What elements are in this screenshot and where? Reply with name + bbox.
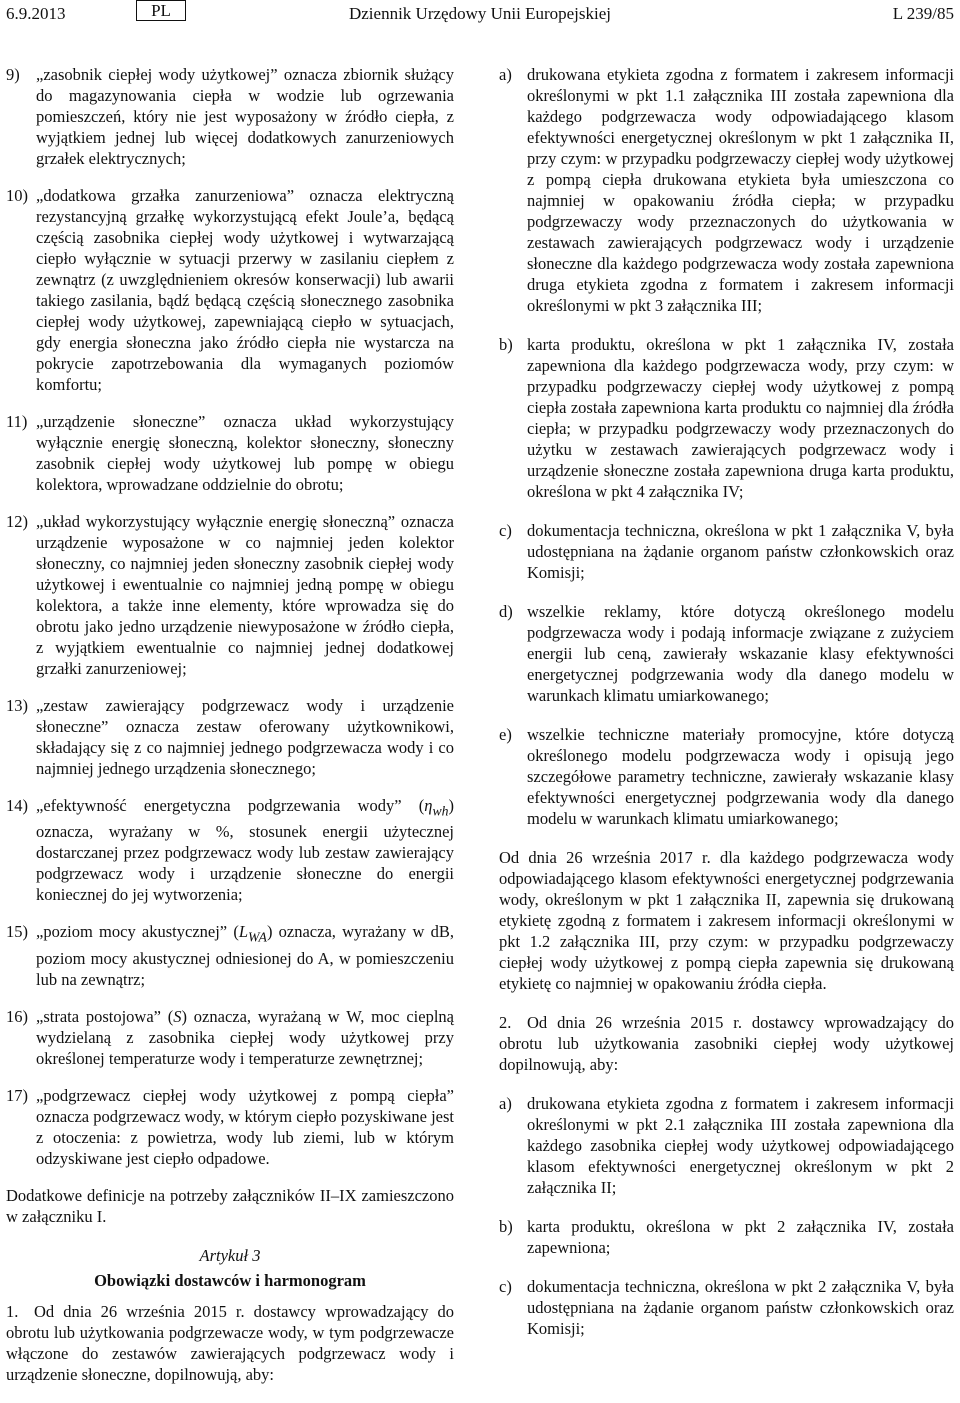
list-text: dokumentacja techniczna, określona w pkt 2 załącznika V, była udostępniana na żądanie organom państw członkowskich oraz Komisji; bbox=[527, 1277, 954, 1338]
list-letter: a) bbox=[499, 65, 512, 84]
paragraph-number: 2. bbox=[499, 1013, 512, 1032]
symbol: η bbox=[424, 796, 433, 815]
definition-item bbox=[6, 1085, 454, 1169]
definition-text: „zestaw zawierający podgrzewacz wody i urządzenie słoneczne” oznacza zestaw oferowany użytkownikowi, składający się z co najmniej jednego podgrzewacza wody i co najmniej jednego urządzenia słonecznego; bbox=[36, 696, 454, 778]
numbered-paragraph bbox=[6, 1301, 454, 1385]
definition-text-after: ) oznacza, wyrażaną w W, moc cieplną wydzielaną z zasobnika ciepłej wody użytkowej przy określonej temperaturze wody i temperaturze zewnętrznej; bbox=[36, 1006, 454, 1068]
paragraph-text: Od dnia 26 września 2015 r. dostawcy wprowadzający do obrotu lub użytkowania podgrzewacze wody, w tym podgrzewacze włączone do zestawów zawierających podgrzewacz wody i urządzenie słoneczne, dopilnowują, aby: bbox=[6, 1301, 454, 1384]
definition-text bbox=[36, 1006, 454, 1069]
list-item bbox=[499, 1093, 954, 1198]
list-item bbox=[499, 334, 954, 502]
list-letter: a) bbox=[499, 1094, 512, 1113]
definition-item bbox=[6, 511, 454, 679]
list-text: wszelkie techniczne materiały promocyjne, które dotyczą określonego modelu podgrzewacza wody i opisują jego szczegółowe parametry techniczne, zawierały wskazanie klasy efektywności energetycznej podgrzewania wody dla danego modelu w warunkach klimatu umiarkowanego; bbox=[527, 725, 954, 828]
definition-text-before: „poziom mocy akustycznej” ( bbox=[36, 922, 239, 942]
list-item bbox=[499, 1216, 954, 1258]
definition-text: „urządzenie słoneczne” oznacza układ wykorzystujący wyłącznie energię słoneczną, kolektor słoneczny, słoneczny zasobnik ciepłej wody użytkowej lub pompę w obiegu kolektora, wprowadzane oddzielnie do obrotu; bbox=[36, 412, 454, 494]
article-title: Artykuł 3 bbox=[199, 1245, 261, 1265]
definition-item bbox=[6, 921, 454, 989]
definition-number: 17) bbox=[6, 1085, 28, 1105]
numbered-paragraph bbox=[499, 1012, 954, 1075]
publication-date: 6.9.2013 bbox=[6, 4, 66, 23]
definition-item bbox=[6, 185, 454, 395]
definition-item bbox=[6, 1006, 454, 1069]
definition-text-before: „strata postojowa” ( bbox=[36, 1006, 174, 1026]
article-subtitle: Obowiązki dostawców i harmonogram bbox=[94, 1270, 366, 1290]
page-header bbox=[0, 0, 960, 24]
definition-text bbox=[36, 921, 454, 989]
definition-text-after: ) oznacza, wyrażany w dB, poziom mocy akustycznej odniesionej do A, w pomieszczeniu lub na zewnątrz; bbox=[36, 922, 454, 989]
list-item bbox=[499, 520, 954, 583]
definition-number: 11) bbox=[6, 412, 28, 431]
definition-text: „podgrzewacz ciepłej wody użytkowej z pompą ciepła” oznacza podgrzewacz wody, w którym ciepło pozyskiwane jest z otoczenia: z powietrza, wody lub ziemi, lub w którym odzyskiwane jest ciepło odpadowe. bbox=[36, 1085, 454, 1168]
language-code: PL bbox=[136, 0, 186, 21]
symbol: S bbox=[173, 1006, 182, 1026]
definition-number: 15) bbox=[6, 922, 28, 942]
definition-item bbox=[6, 695, 454, 779]
list-letter: d) bbox=[499, 602, 513, 621]
definition-number: 13) bbox=[6, 696, 28, 715]
symbol: L bbox=[238, 922, 249, 942]
symbol-subscript: WA bbox=[248, 929, 267, 945]
closing-paragraph: Dodatkowe definicje na potrzeby załączników II–IX zamieszczono w załączniku I. bbox=[6, 1185, 454, 1226]
list-letter: b) bbox=[499, 335, 513, 354]
page-reference: L 239/85 bbox=[892, 4, 954, 23]
definition-item bbox=[6, 795, 454, 905]
list-letter: b) bbox=[499, 1217, 513, 1236]
definition-text bbox=[36, 795, 454, 905]
journal-title: Dziennik Urzędowy Unii Europejskiej bbox=[348, 4, 611, 23]
list-item bbox=[499, 64, 954, 316]
definition-text: „dodatkowa grzałka zanurzeniowa” oznacza elektryczną rezystancyjną grzałkę wykorzystującą efekt Joule’a, będącą częścią zasobnika ciepłej wody użytkowej i wytwarzającą ciepło wyłącznie w sytuacji przerwy w zasilaniu ciepłem z zewnątrz (z uwzględnieniem okresów konserwacji) lub awarii takiego zasilania, bądź będącą częścią słonecznego zasobnika ciepłej wody użytkowej, zapewniającą ciepło w sytuacjach, gdy energia słoneczna jako źródło ciepła nie wystarcza na pokrycie zapotrzebowania dla wymaganych poziomów komfortu; bbox=[36, 186, 454, 394]
list-text: wszelkie reklamy, które dotyczą określonego modelu podgrzewacza wody i podają informacje związane z zużyciem energii lub ceną, zawierały wskazanie klasy efektywności energetycznej podgrzewania wody dla danego modelu w warunkach klimatu umiarkowanego; bbox=[527, 602, 954, 705]
definition-text-before: „efektywność energetyczna podgrzewania wody” ( bbox=[36, 796, 425, 815]
definition-text: „układ wykorzystujący wyłącznie energię słoneczną” oznacza urządzenie wyposażone w co najmniej jeden kolektor słoneczny, co najmniej jeden słoneczny zasobnik ciepłej wody użytkowej i ewentualnie co najmniej jedną pompę w obiegu kolektora, a także inne elementy, które wprowadza się do obrotu jako jedno urządzenie niewyposażone w źródło ciepła, z wyjątkiem ewentualnie co najmniej jednej dodatkowej grzałki zanurzeniowej; bbox=[36, 512, 454, 678]
list-letter: c) bbox=[499, 1277, 512, 1296]
list-letter: c) bbox=[499, 521, 512, 540]
list-text: karta produktu, określona w pkt 1 załącznika IV, została zapewniona dla każdego podgrzewacza wody, przy czym: w przypadku podgrzewaczy ciepłej wody użytkowej z pompą ciepła została zapewniona karta produktu co najmniej dla źródła ciepła; w przypadku podgrzewaczy wody przeznaczonych do użytku w zestawach zawierających podgrzewacz wody i urządzenie słoneczne została zapewniona druga karta produktu, określona w pkt 4 załącznika IV; bbox=[527, 335, 954, 501]
definition-number: 16) bbox=[6, 1006, 28, 1026]
list-item bbox=[499, 724, 954, 829]
paragraph-text: Od dnia 26 września 2015 r. dostawcy wprowadzający do obrotu lub użytkowania zasobniki ciepłej wody użytkowej dopilnowują, aby: bbox=[499, 1013, 954, 1074]
list-text: dokumentacja techniczna, określona w pkt 1 załącznika V, była udostępniana na żądanie organom państw członkowskich oraz Komisji; bbox=[527, 521, 954, 582]
list-text: drukowana etykieta zgodna z formatem i zakresem informacji określonymi w pkt 1.1 załącznika III została zapewniona dla każdego podgrzewacza wody odpowiadającego klasom efektywności energetycznej określonym w pkt 1 załącznika II, przy czym: w przypadku podgrzewaczy ciepłej wody użytkowej z pompą ciepła drukowana etykieta była umieszczona co najmniej w opakowaniu źródła ciepła; w przypadku podgrzewaczy wody przeznaczonych do użytkowania w zestawach zawierających podgrzewacz wody i urządzenie słoneczne dla każdego podgrzewacza wody została zapewniona druga etykieta zgodna z formatem i zakresem informacji określonymi w pkt 3 załącznika III; bbox=[527, 65, 954, 315]
right-column bbox=[499, 64, 954, 1357]
definition-number: 14) bbox=[6, 796, 28, 815]
definition-number: 9) bbox=[6, 65, 20, 84]
list-item bbox=[499, 601, 954, 706]
definition-text: „zasobnik ciepłej wody użytkowej” oznacza zbiornik służący do magazynowania ciepła w wodzie lub ogrzewania pomieszczeń, który nie jest wyposażony w źródło ciepła, z wyjątkiem jednej lub więcej dodatkowych zanurzeniowych grzałek elektrycznych; bbox=[36, 65, 454, 168]
symbol-subscript: wh bbox=[432, 803, 449, 819]
definition-item bbox=[6, 64, 454, 169]
definition-number: 10) bbox=[6, 186, 28, 205]
list-item bbox=[499, 1276, 954, 1339]
definition-text-after: ) oznacza, wyrażany w %, stosunek energii użytecznej dostarczanej przez podgrzewacz wody lub zestaw zawierający podgrzewacz wody i urządzenie słoneczne do energii koniecznej do jej wytworzenia; bbox=[36, 796, 454, 905]
list-text: karta produktu, określona w pkt 2 załącznika IV, została zapewniona; bbox=[527, 1217, 954, 1257]
left-column bbox=[6, 64, 454, 1403]
list-text: drukowana etykieta zgodna z formatem i zakresem informacji określonymi w pkt 2.1 załącznika III została zapewniona dla każdego zasobnika ciepłej wody użytkowej odpowiadającego klasom efektywności energetycznej określonym w pkt 2 załącznika II; bbox=[527, 1094, 954, 1197]
paragraph-number: 1. bbox=[6, 1301, 19, 1321]
paragraph-2017: Od dnia 26 września 2017 r. dla każdego podgrzewacza wody odpowiadającego klasom efektywności energetycznej podgrzewania wody, określonym w pkt 1 załącznika II, zapewnia się drukowaną etykietę zgodną z formatem i zakresem informacji określonymi w pkt 1.2 załącznika III, przy czym: w przypadku podgrzewaczy ciepłej wody użytkowej z pompą ciepła zapewnia się drukowaną etykietę co najmniej w opakowaniu źródła ciepła. bbox=[499, 848, 954, 993]
definition-item bbox=[6, 411, 454, 495]
definition-number: 12) bbox=[6, 512, 28, 531]
list-letter: e) bbox=[499, 725, 512, 744]
